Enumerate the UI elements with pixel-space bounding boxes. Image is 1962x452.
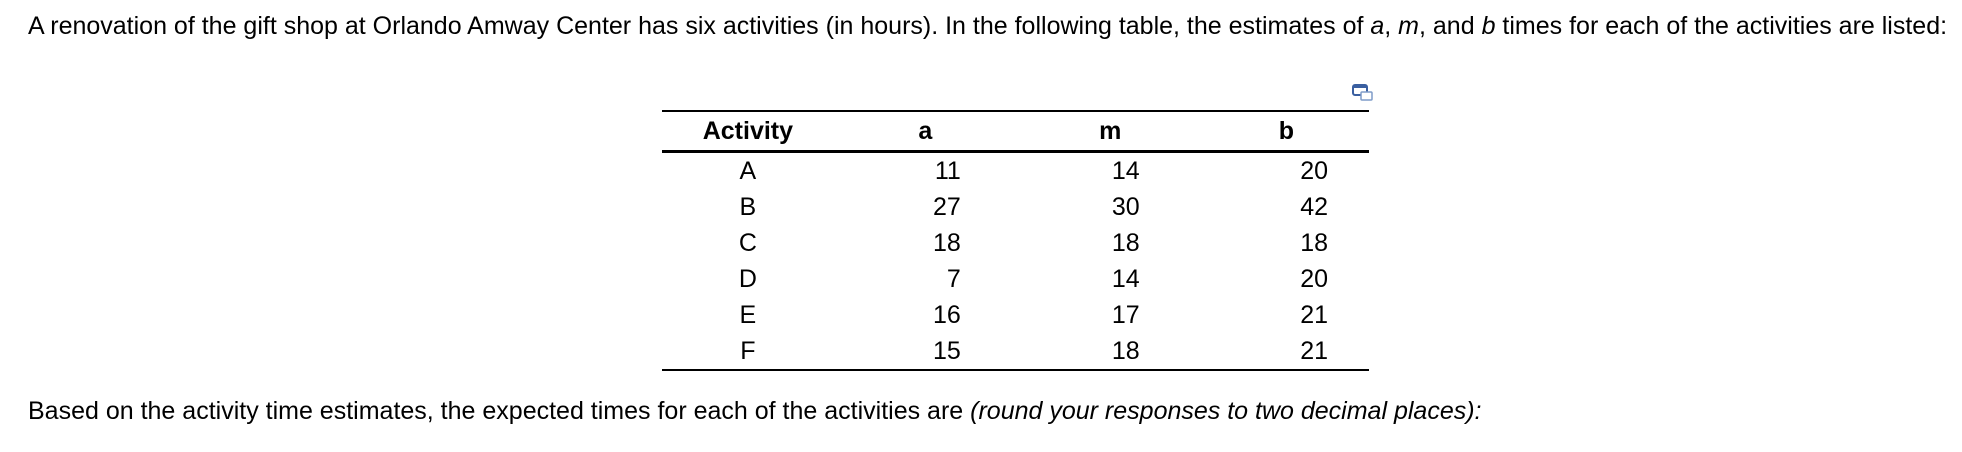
variable-b: b: [1481, 12, 1496, 40]
b-cell: 21: [1300, 300, 1328, 329]
activity-cell: C: [738, 228, 757, 257]
activity-estimates-table: [662, 110, 1369, 371]
a-cell: 15: [933, 336, 961, 365]
table-row: [662, 297, 1369, 333]
m-cell: 17: [1111, 300, 1140, 329]
b-cell: 20: [1300, 264, 1328, 293]
rounding-note: (round your responses to two decimal places):: [970, 397, 1482, 425]
table-row: [662, 261, 1369, 297]
m-cell: 14: [1111, 264, 1140, 293]
b-cell: 42: [1300, 192, 1328, 221]
activity-cell: B: [739, 192, 757, 221]
activity-cell: A: [739, 156, 757, 185]
b-cell: 18: [1300, 228, 1328, 257]
instruction-text: [28, 395, 1482, 427]
m-cell: 18: [1111, 336, 1140, 365]
header-m: m: [1099, 116, 1122, 145]
table-row: [662, 152, 1369, 190]
header-activity: Activity: [702, 116, 794, 145]
variable-a: a: [1370, 12, 1385, 40]
b-cell: 21: [1300, 336, 1328, 365]
b-cell: 20: [1300, 156, 1328, 185]
table-header-row: [662, 111, 1369, 152]
intro-text-2: times for each of the activities are listed:: [1495, 12, 1948, 40]
intro-sep-2: , and: [1419, 12, 1482, 40]
m-cell: 18: [1111, 228, 1140, 257]
m-cell: 14: [1111, 156, 1140, 185]
header-b: b: [1278, 116, 1294, 145]
a-cell: 11: [934, 156, 961, 185]
intro-text-1: A renovation of the gift shop at Orlando Amway Center has six activities (in hours). In the following table, the estimates of: [28, 12, 1371, 40]
a-cell: 18: [933, 228, 961, 257]
popout-window-icon[interactable]: [1352, 84, 1374, 102]
activity-cell: F: [740, 336, 756, 365]
variable-m: m: [1398, 12, 1419, 40]
activity-cell: E: [739, 300, 757, 329]
a-cell: 7: [946, 264, 961, 293]
m-cell: 30: [1111, 192, 1140, 221]
table-row: [662, 189, 1369, 225]
table-row: [662, 333, 1369, 370]
intro-sep-1: ,: [1384, 12, 1399, 40]
popout-window-icon-graphic: [1352, 84, 1374, 102]
a-cell: 27: [933, 192, 961, 221]
a-cell: 16: [933, 300, 961, 329]
header-a: a: [918, 116, 933, 145]
problem-statement: [28, 10, 1953, 42]
activity-cell: D: [738, 264, 757, 293]
table-row: [662, 225, 1369, 261]
instruction-main: Based on the activity time estimates, the expected times for each of the activities are: [28, 397, 971, 425]
